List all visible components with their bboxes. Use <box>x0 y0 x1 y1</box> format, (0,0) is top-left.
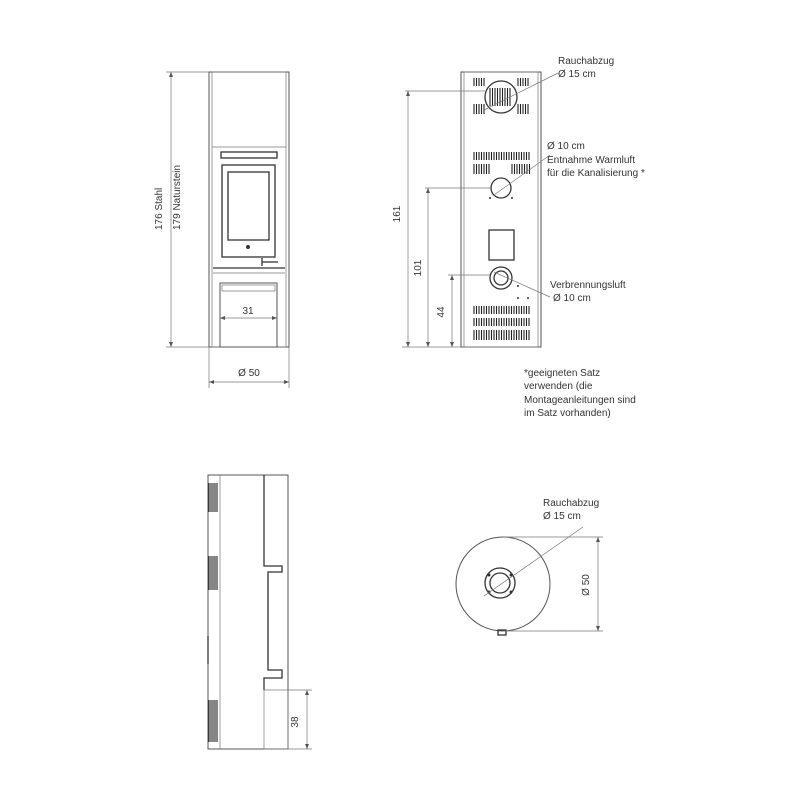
front-dim-height-stone: 179 Naturstein <box>172 164 183 230</box>
back-warm-air-label: Entnahme Warmluft <box>547 155 635 166</box>
back-flue-size: Ø 15 cm <box>558 69 596 80</box>
side-dim-38-arrow-bottom <box>305 744 309 749</box>
front-dim-31-arrow-right <box>272 316 277 320</box>
footnote-line-4: im Satz vorhanden) <box>524 408 611 419</box>
front-dim-31-label: 31 <box>242 306 254 317</box>
top-flue-screw-1 <box>488 574 491 577</box>
back-warm-air-label2: für die Kanalisierung * <box>547 168 645 179</box>
top-dim-arrow-bottom <box>596 626 600 631</box>
back-view <box>392 56 645 347</box>
front-door-glass <box>228 172 269 240</box>
back-warm-air-screw-2 <box>511 197 513 199</box>
back-combustion-screw-2 <box>517 297 519 299</box>
side-base-profile <box>264 690 288 749</box>
front-view <box>154 72 289 388</box>
back-dim-101-arrow-top <box>426 188 430 193</box>
top-flue-size: Ø 15 cm <box>543 511 581 522</box>
back-flue-label: Rauchabzug <box>558 56 615 67</box>
front-door-logo-icon <box>246 245 250 249</box>
footnote-line-1: *geeigneten Satz <box>524 368 601 379</box>
back-combustion-label: Verbrennungsluft <box>550 280 626 291</box>
footnote-line-2: verwenden (die <box>524 381 593 392</box>
back-dim-161-arrow-bottom <box>406 342 410 347</box>
back-combustion-screw-1 <box>517 285 519 287</box>
top-dim-arrow-top <box>596 537 600 542</box>
footnote <box>524 368 636 419</box>
back-dim-44-arrow-top <box>450 275 454 280</box>
front-dim-width-arrow-right <box>284 380 289 384</box>
top-flue-label: Rauchabzug <box>543 498 600 509</box>
front-dim-width-label: Ø 50 <box>238 368 260 379</box>
front-door <box>222 165 275 257</box>
side-dim-38-label: 38 <box>290 716 301 728</box>
back-flue-grille <box>490 88 510 106</box>
back-dim-161-label: 161 <box>392 205 403 223</box>
front-dim-height-steel: 176 Stahl <box>154 187 165 230</box>
front-dim-31-arrow-left <box>220 316 225 320</box>
back-dim-101-label: 101 <box>413 259 424 277</box>
back-access-panel <box>489 230 514 260</box>
top-body-outline <box>456 537 550 631</box>
back-dim-101-arrow-bottom <box>426 342 430 347</box>
back-dim-44-label: 44 <box>436 306 447 318</box>
top-view <box>456 498 603 635</box>
back-bottom-vents <box>474 306 529 340</box>
back-combustion-size: Ø 10 cm <box>553 293 591 304</box>
front-lower-compartment-rim <box>222 285 275 291</box>
side-vents <box>209 483 217 742</box>
front-dim-height-arrow-top <box>169 72 173 77</box>
footnote-line-3: Montageanleitungen sind <box>524 395 636 406</box>
front-dim-width-arrow-left <box>209 380 214 384</box>
top-dim-label: Ø 50 <box>581 574 592 596</box>
back-warm-air-size: Ø 10 cm <box>547 141 585 152</box>
back-dim-161-arrow-top <box>406 91 410 96</box>
back-combustion-inlet <box>490 267 512 289</box>
side-view <box>208 475 312 749</box>
front-dim-height-arrow-bottom <box>169 342 173 347</box>
front-top-grille <box>221 152 277 158</box>
top-flue-screw-4 <box>510 591 513 594</box>
side-dim-38-arrow-top <box>305 690 309 695</box>
back-top-vents <box>474 78 528 114</box>
back-warm-air-leader <box>494 155 550 195</box>
back-warm-air-screw-1 <box>489 197 491 199</box>
back-combustion-screw-3 <box>527 297 529 299</box>
back-dim-44-arrow-bottom <box>450 342 454 347</box>
back-mid-vents <box>474 152 530 174</box>
side-door-profile <box>264 549 282 690</box>
